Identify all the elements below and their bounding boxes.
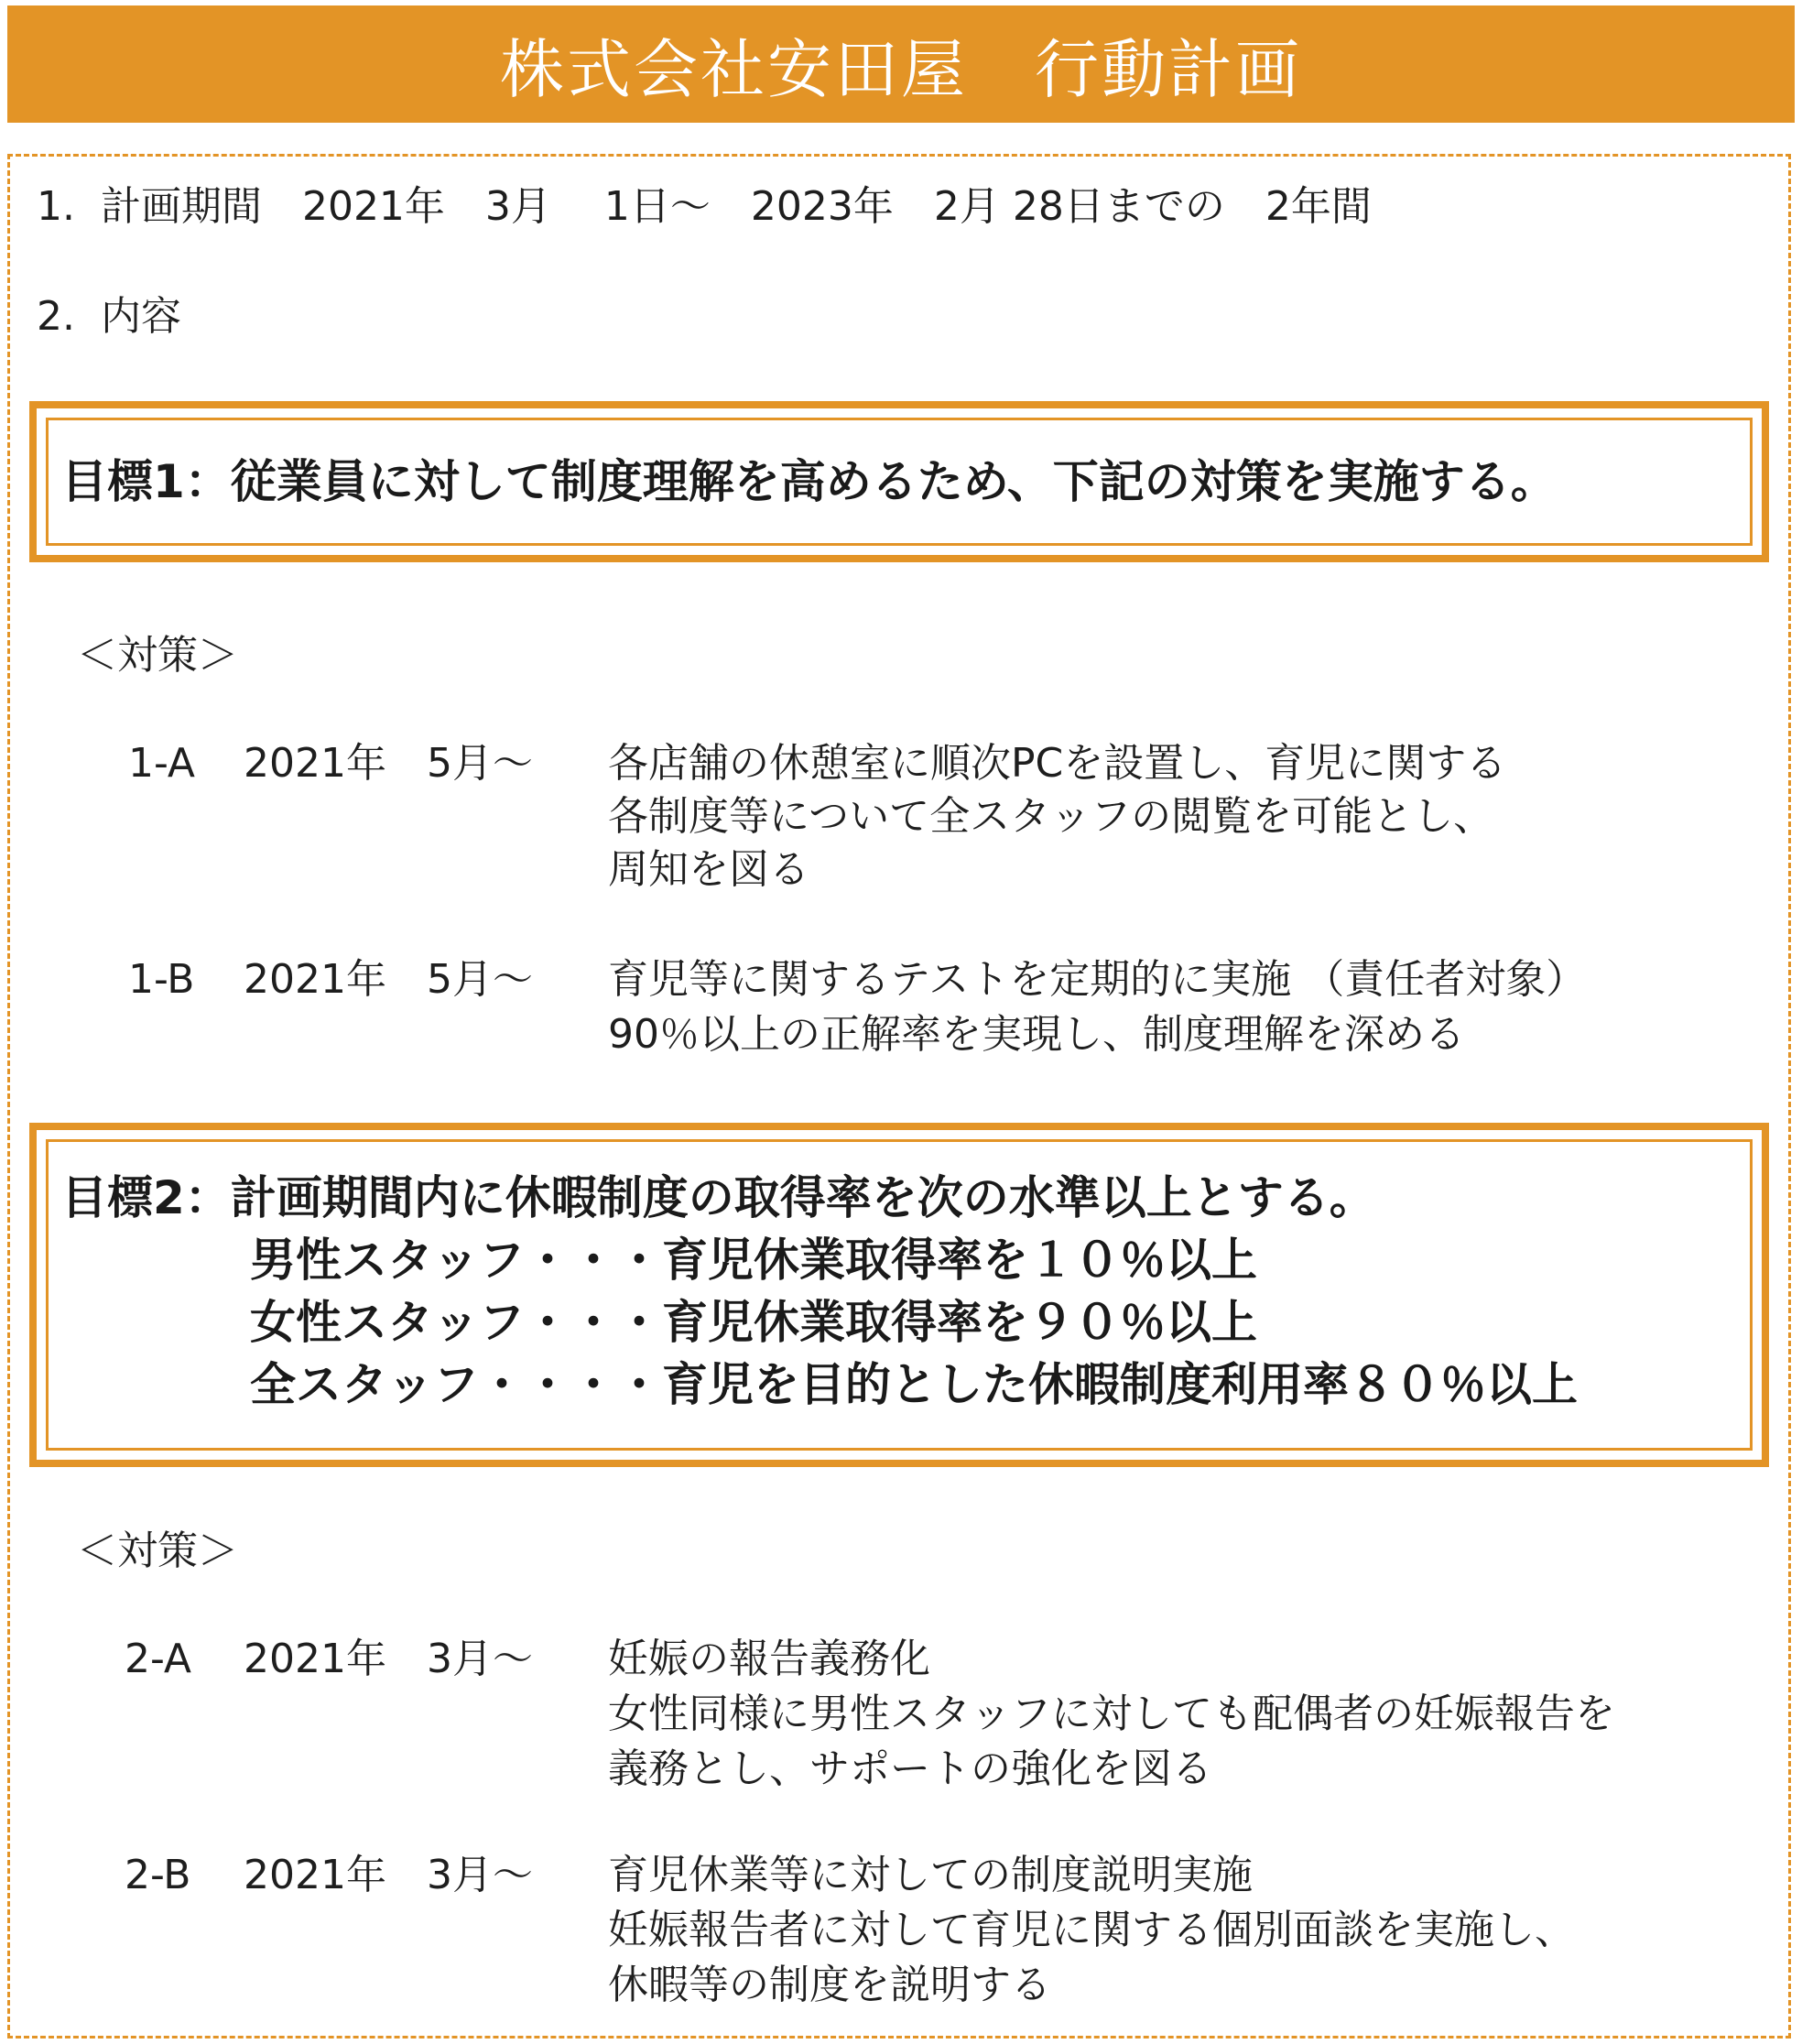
- goal2-text: 目標2：計画期間内に休暇制度の取得率を次の水準以上とする。: [61, 1171, 1375, 1224]
- measure-desc-line: 休暇等の制度を説明する: [608, 1962, 1051, 2008]
- goal1-text: 目標1：従業員に対して制度理解を高めるため、下記の対策を実施する。: [61, 455, 1557, 508]
- page-title: 株式会社安田屋 行動計画: [500, 31, 1302, 107]
- goal2-item: 男性スタッフ・・・育児休業取得率を１０％以上: [250, 1234, 1257, 1287]
- measures-label-2: ＜対策＞: [77, 1528, 238, 1574]
- measure-date: 2021年 5月～: [244, 740, 533, 787]
- goal2-inner-frame: [46, 1139, 1753, 1451]
- measure-desc-line: 周知を図る: [608, 846, 809, 893]
- goal2-item: 女性スタッフ・・・育児休業取得率を９０％以上: [250, 1296, 1257, 1349]
- measure-date: 2021年 5月～: [244, 956, 533, 1003]
- measure-id: 2-B: [125, 1852, 191, 1898]
- measure-desc-line: 各店舗の休憩室に順次PCを設置し、育児に関する: [608, 740, 1507, 787]
- goal1-box: [29, 401, 1769, 562]
- measure-desc-line: 女性同様に男性スタッフに対しても配偶者の妊娠報告を: [608, 1691, 1615, 1737]
- measures-label-1: ＜対策＞: [77, 632, 238, 679]
- plan-period: 1. 計画期間 2021年 3月 1日～ 2023年 2月 28日までの 2年間: [37, 183, 1372, 230]
- measure-date: 2021年 3月～: [244, 1852, 533, 1898]
- measure-id: 1-A: [128, 740, 196, 787]
- header-bar: [7, 5, 1795, 123]
- measure-desc-line: 妊娠の報告義務化: [608, 1636, 930, 1682]
- goal2-box: [29, 1123, 1769, 1467]
- goal1-inner-frame: [46, 418, 1753, 546]
- content-heading: 2. 内容: [37, 293, 181, 340]
- measure-desc-line: 妊娠報告者に対して育児に関する個別面談を実施し、: [608, 1907, 1575, 1953]
- measure-date: 2021年 3月～: [244, 1636, 533, 1682]
- measure-id: 1-B: [128, 956, 195, 1003]
- measure-desc-line: 義務とし、サポートの強化を図る: [608, 1745, 1212, 1792]
- measure-desc-line: 90％以上の正解率を実現し、制度理解を深める: [608, 1011, 1465, 1058]
- measure-desc-line: 育児休業等に対しての制度説明実施: [608, 1852, 1253, 1898]
- goal2-item: 全スタッフ・・・・育児を目的とした休暇制度利用率８０％以上: [250, 1358, 1578, 1411]
- measure-desc-line: 育児等に関するテストを定期的に実施 （責任者対象）: [608, 956, 1587, 1003]
- measure-desc-line: 各制度等について全スタッフの閲覧を可能とし、: [608, 793, 1494, 840]
- measure-id: 2-A: [125, 1636, 192, 1682]
